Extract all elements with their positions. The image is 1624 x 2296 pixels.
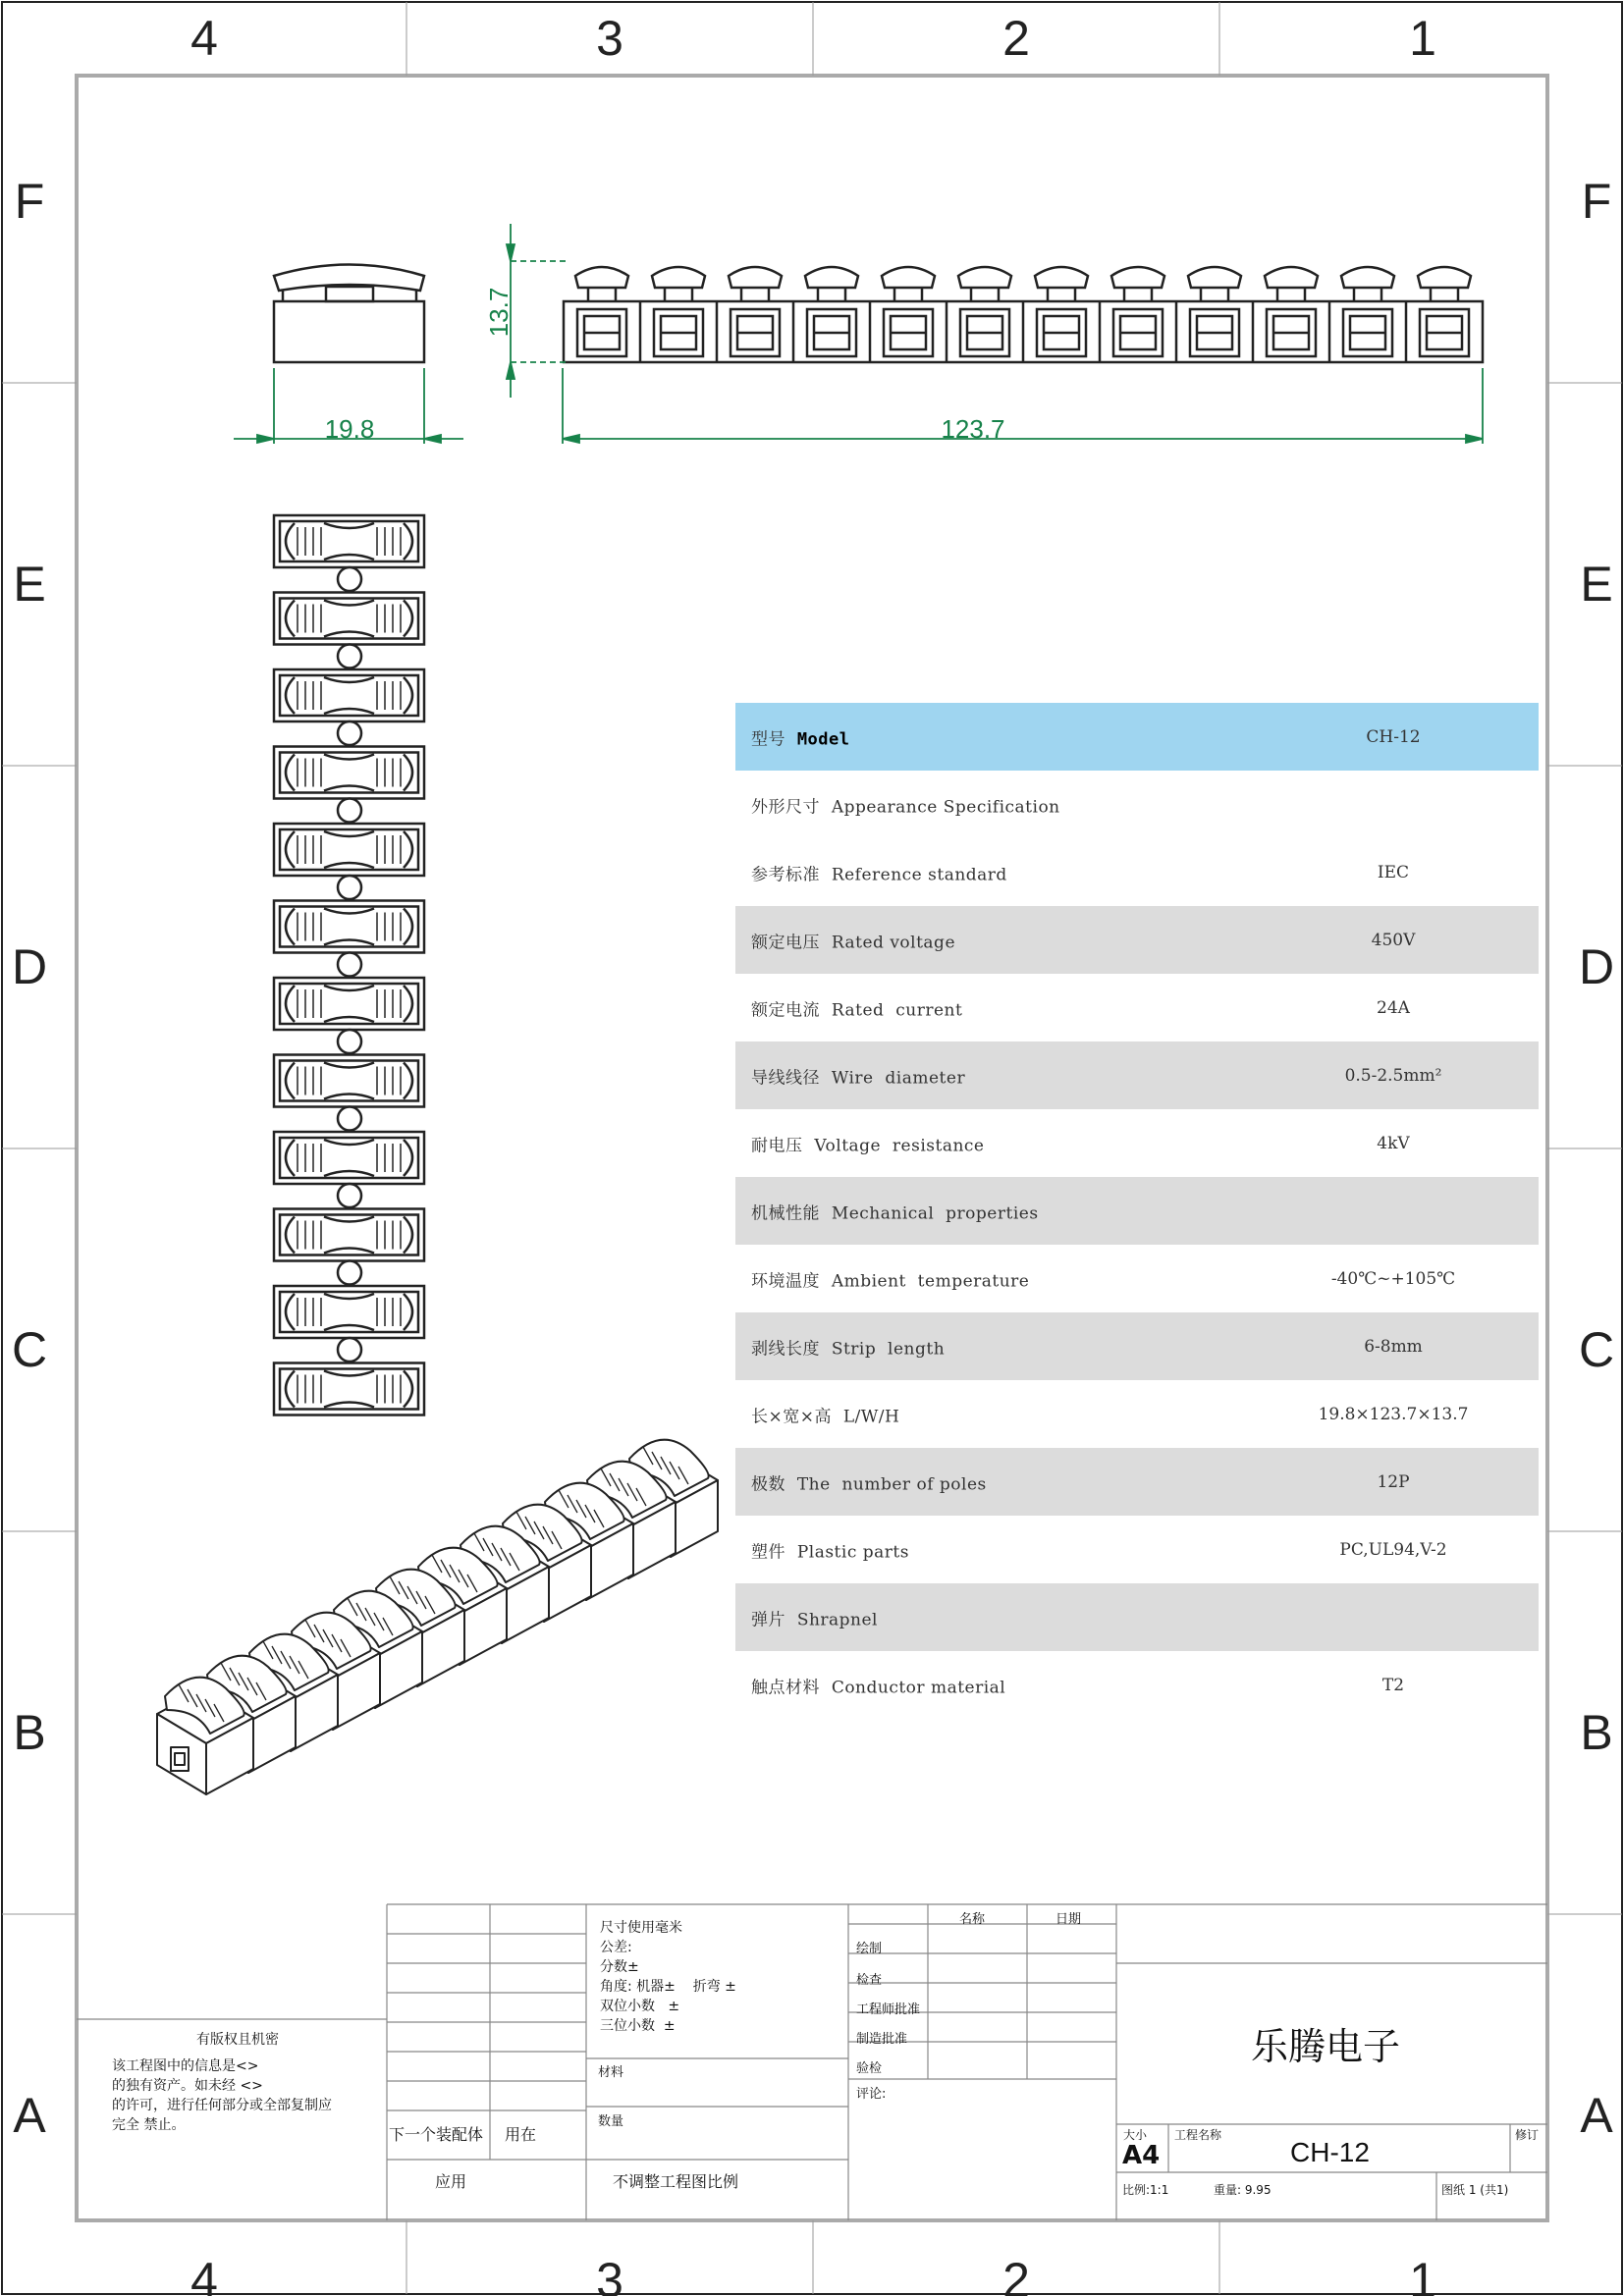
spec-label-en: Strip length [831,1339,946,1359]
zone-row-right-C: C [1578,1322,1615,1377]
spec-label-cn: 参考标准 [751,865,820,884]
spec-label-en: Plastic parts [796,1542,909,1562]
zone-col-bottom-2: 2 [1002,2253,1030,2296]
spec-label [751,792,1060,817]
col-date: 日期 [1056,1912,1082,1927]
weight-value: 重量: 9.95 [1214,2183,1272,2197]
project-value: CH-12 [1290,2137,1370,2167]
used-on: 用在 [505,2125,537,2144]
company-name: 乐腾电子 [1251,2025,1401,2068]
eng-approval-label: 工程师批准 [856,2002,921,2017]
spec-label [751,1469,987,1494]
spec-label-cn: 触点材料 [751,1678,820,1697]
spec-label-cn: 长×宽×高 [751,1407,832,1426]
spec-value: PC,UL94,V-2 [1339,1539,1447,1560]
spec-label-en: The number of poles [796,1474,987,1494]
spec-row [735,906,1539,974]
confidential-line-3: 的许可，进行任何部分或全部复制应 [112,2098,332,2113]
scale-value: 比例:1:1 [1122,2183,1169,2197]
spec-label-cn: 型号 [751,729,785,749]
zone-row-left-D: D [11,939,48,994]
size-value: A4 [1122,2141,1161,2170]
spec-label [751,1402,899,1426]
zone-row-right-F: F [1581,174,1612,229]
spec-label [751,995,962,1020]
spec-value: 6-8mm [1364,1336,1423,1357]
spec-value: T2 [1381,1675,1405,1695]
spec-label-cn: 耐电压 [751,1136,803,1155]
spec-label-en: Appearance Specification [831,797,1060,817]
zone-col-bottom-4: 4 [190,2253,218,2296]
confidential-line-2: 的独有资产。如未经 <> [112,2078,263,2094]
application: 应用 [435,2172,467,2191]
zone-row-right-E: E [1580,557,1613,612]
spec-row [735,703,1539,771]
units-line-6: 三位小数 ± [600,2018,676,2034]
spec-label-en: Wire diameter [831,1068,966,1088]
spec-label-cn: 塑件 [751,1542,785,1562]
spec-label [751,1537,909,1562]
spec-value: 0.5-2.5mm² [1344,1065,1442,1086]
revision-label: 修订 [1515,2128,1540,2142]
zone-row-left-E: E [13,557,46,612]
material-label: 材料 [598,2065,624,2080]
spec-row [735,974,1539,1041]
mfg-approval-label: 制造批准 [856,2032,908,2047]
spec-row [735,1583,1539,1651]
sheet-value: 图纸 1 (共1) [1441,2183,1509,2197]
drawn-label: 绘制 [856,1942,883,1956]
front-view [564,267,1483,362]
zone-col-bottom-1: 1 [1409,2253,1436,2296]
spec-value: 450V [1371,930,1416,950]
spec-value: 4kV [1377,1133,1410,1153]
spec-value: CH-12 [1366,726,1421,747]
zone-row-left-F: F [14,174,45,229]
spec-label-cn: 环境温度 [751,1271,820,1291]
spec-label [751,1131,985,1155]
confidential-line-4: 完全 禁止。 [112,2117,186,2133]
spec-label-cn: 极数 [751,1474,785,1494]
zone-col-top-3: 3 [596,11,623,66]
spec-label-en: Reference standard [831,865,1007,884]
spec-label-cn: 剥线长度 [751,1339,820,1359]
units-line-3: 分数± [600,1959,639,1975]
spec-label-cn: 外形尺寸 [751,797,820,817]
spec-value: -40℃~+105℃ [1330,1268,1456,1289]
side-view [274,265,424,363]
units-line-2: 公差: [600,1940,632,1955]
spec-row [735,838,1539,906]
isometric-view [157,1440,718,1794]
zone-row-right-B: B [1580,1705,1613,1760]
qa-label: 验检 [856,2061,883,2076]
size-label: 大小 [1123,2128,1148,2142]
zone-row-left-A: A [13,2088,46,2143]
spec-row [735,1380,1539,1448]
spec-label-en: Ambient temperature [831,1271,1030,1291]
confidential-title: 有版权且机密 [196,2032,279,2048]
zone-row-left-B: B [13,1705,46,1760]
spec-label-en: Rated current [831,1000,963,1020]
spec-value: IEC [1377,862,1410,882]
units-line-4: 角度: 机器± 折弯 ± [600,1979,736,1995]
spec-table [735,703,1539,1719]
spec-label [751,1334,945,1359]
spec-row [735,1312,1539,1380]
spec-label [751,1266,1029,1291]
dim-height: 13.7 [484,287,514,338]
spec-label-en: Voltage resistance [814,1136,985,1155]
quantity-label: 数量 [598,2114,624,2129]
spec-row [735,771,1539,838]
next-assembly: 下一个装配体 [389,2125,484,2144]
spec-label-cn: 导线线径 [751,1068,820,1088]
spec-label-cn: 机械性能 [751,1203,820,1223]
zone-row-left-C: C [11,1322,48,1377]
spec-value: 24A [1377,997,1410,1018]
comments-label: 评论: [856,2087,887,2102]
spec-label [751,1199,1039,1223]
spec-label [751,860,1007,884]
spec-row [735,1516,1539,1583]
spec-label-en: Conductor material [831,1678,1006,1697]
spec-value: 19.8×123.7×13.7 [1318,1404,1469,1424]
spec-label-cn: 额定电压 [751,933,820,952]
spec-row [735,1109,1539,1177]
spec-row [735,1245,1539,1312]
spec-label-cn: 额定电流 [751,1000,820,1020]
zone-row-right-A: A [1580,2088,1613,2143]
project-label: 工程名称 [1174,2128,1222,2142]
spec-label [751,1063,965,1088]
spec-label-en: Shrapnel [796,1610,878,1629]
spec-label-cn: 弹片 [751,1610,785,1629]
dim-length: 123.7 [941,414,1005,444]
spec-value: 12P [1377,1471,1410,1492]
spec-row [735,1177,1539,1245]
zone-col-top-2: 2 [1002,11,1030,66]
units-line-1: 尺寸使用毫米 [600,1920,682,1936]
spec-label [751,928,955,952]
zone-col-bottom-3: 3 [596,2253,623,2296]
spec-label-en: Mechanical properties [831,1203,1039,1223]
zone-col-top-1: 1 [1409,11,1436,66]
confidential-line-1: 该工程图中的信息是<> [112,2058,259,2074]
spec-label [751,1605,878,1629]
spec-row [735,1651,1539,1719]
checked-label: 检查 [856,1973,883,1988]
zone-row-right-D: D [1578,939,1615,994]
units-line-5: 双位小数 ± [600,1999,680,2014]
spec-row [735,1041,1539,1109]
col-name: 名称 [959,1912,986,1927]
no-scale-note: 不调整工程图比例 [613,2172,739,2191]
spec-label-en: Model [796,729,850,749]
spec-row [735,1448,1539,1516]
zone-col-top-4: 4 [190,11,218,66]
top-view [274,515,424,1415]
dim-width: 19.8 [324,414,375,444]
spec-label-en: L/W/H [842,1407,900,1426]
spec-label [751,724,850,749]
spec-label [751,1673,1005,1697]
spec-label-en: Rated voltage [831,933,956,952]
